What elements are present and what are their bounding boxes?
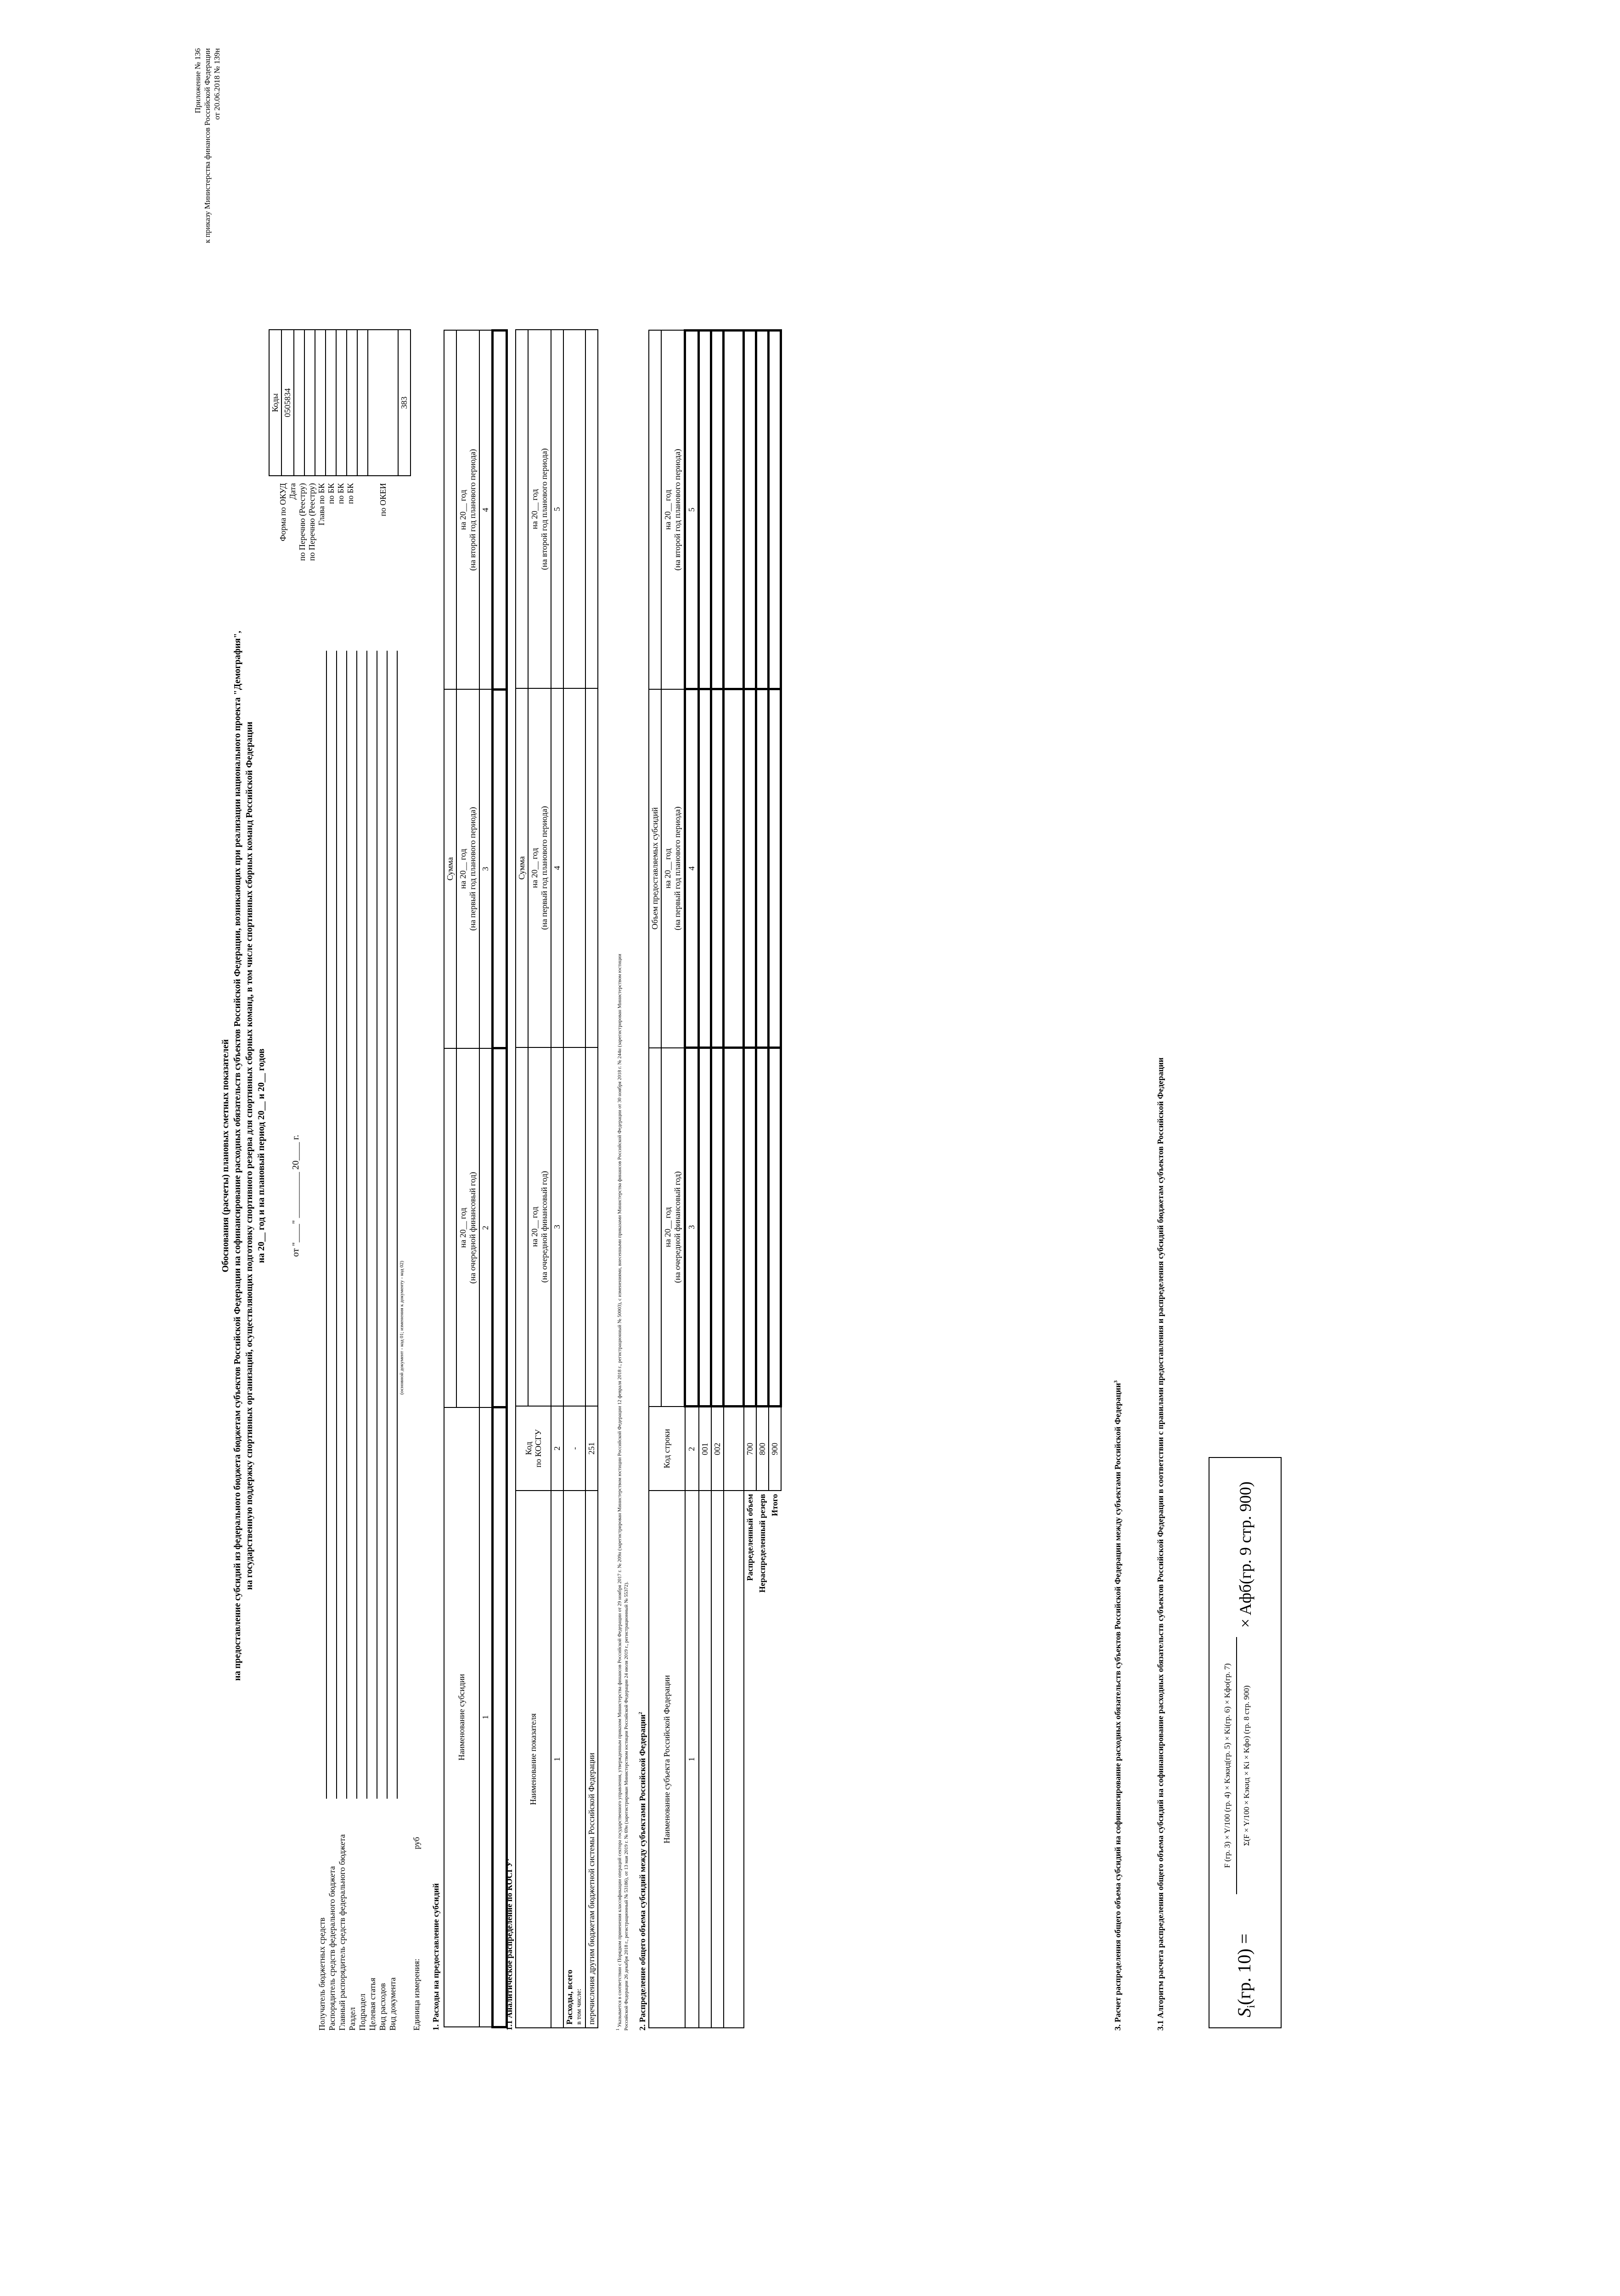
appendix-line-3: от 20.06.2018 № 139н xyxy=(213,48,221,120)
s2-col-name: Наименование субъекта Российской Федерации xyxy=(649,1491,685,2028)
field-rasporyaditel: Распорядитель средств федерального бюджета xyxy=(327,1866,337,2031)
field-razdel: Раздел xyxy=(348,2007,357,2031)
perech-value-2[interactable] xyxy=(315,330,326,476)
field-line-8[interactable] xyxy=(397,651,398,1799)
s1-data-y2[interactable] xyxy=(493,689,507,1048)
s1-sum-header: Сумма xyxy=(444,689,456,1048)
s2-row-dist-y1[interactable] xyxy=(744,1048,756,1407)
s2-num-3: 3 xyxy=(685,1048,699,1407)
s1-data-y3[interactable] xyxy=(493,331,507,690)
perech-label-1: по Перечню (Реестру) xyxy=(298,483,307,561)
field-line-2[interactable] xyxy=(336,651,337,1799)
s2-row-total-code: 900 xyxy=(769,1407,781,1491)
field-line-7[interactable] xyxy=(387,651,388,1799)
field-line-4[interactable] xyxy=(356,651,357,1799)
unit-label: Единица измерения: xyxy=(412,1958,421,2031)
formula-fraction xyxy=(1222,1637,1252,1894)
section11-table xyxy=(515,329,598,2028)
s2-row-undist-y2[interactable] xyxy=(756,689,769,1048)
s11-row-transfer-y2[interactable] xyxy=(585,688,598,1047)
s11-row-transfer-y1[interactable] xyxy=(585,1047,598,1406)
doc-hint: (основной документ - код 01; изменения к документу - код 02) xyxy=(399,1261,405,1395)
field-podrazdel: Подраздел xyxy=(358,1993,367,2031)
title-line-2: на предоставление субсидий из федерального бюджета бюджетам субъектов Российской Федерации на софинансирование расходных обязательств субъектов Российской Федерации, возникающих при реализации национального проекта "Демография", xyxy=(232,630,242,1681)
s2-row-undist-y1[interactable] xyxy=(756,1048,769,1407)
document-title xyxy=(219,191,267,2120)
s11-year1: на 20__ год (на очередной финансовый год) xyxy=(528,1047,551,1406)
s2-row-002-name[interactable] xyxy=(711,1491,724,2028)
s2-row-002-y2[interactable] xyxy=(711,689,724,1048)
s1-data-y1[interactable] xyxy=(493,1048,507,1407)
appendix-header xyxy=(193,48,222,243)
s2-num-1: 1 xyxy=(685,1491,699,2028)
s2-row-001-name[interactable] xyxy=(699,1491,711,2028)
s2-row-undist-label: Нераспределенный резерв xyxy=(756,1491,769,2028)
s11-row-transfer-label: перечисления другим бюджетам бюджетной системы Российской Федерации xyxy=(585,1491,598,2028)
s11-year2: на 20__ год (на первый год планового периода) xyxy=(528,688,551,1047)
appendix-line-2: к приказу Министерства финансов Российской Федерации xyxy=(203,48,212,243)
section11-title: 1.1 Аналитическое распределение по КОСГУ$^1$ xyxy=(505,1858,514,2031)
s2-num-5: 5 xyxy=(685,331,699,689)
s11-col-name: Наименование показателя xyxy=(516,1491,551,2028)
field-line-5[interactable] xyxy=(366,651,367,1799)
field-vid-raskhodov: Вид расходов xyxy=(378,1983,387,2031)
unit-value: руб xyxy=(412,1837,421,1849)
s2-row-dist-y3[interactable] xyxy=(744,331,756,689)
s11-num-5: 5 xyxy=(551,330,563,688)
s11-row-total-y3[interactable] xyxy=(563,330,585,688)
s2-row-002-y1[interactable] xyxy=(711,1048,724,1407)
s2-year1: на 20__ год (на очередной финансовый год) xyxy=(661,1048,685,1407)
blank-code-cell[interactable] xyxy=(368,330,398,476)
s11-col-kosgu: Код по КОСГУ xyxy=(516,1406,551,1491)
s1-num-3: 3 xyxy=(479,689,493,1048)
bk-value-2[interactable] xyxy=(347,330,357,476)
field-tselevaya-statya: Целевая статья xyxy=(368,1978,377,2031)
s2-row-blank-y3[interactable] xyxy=(724,331,744,689)
s2-row-undist-code: 800 xyxy=(756,1407,769,1491)
s2-row-blank-code[interactable] xyxy=(724,1407,744,1491)
s2-row-002-code: 002 xyxy=(711,1407,724,1491)
section1-table xyxy=(444,329,508,2028)
title-line-3: на государственную поддержку спортивных организаций, осуществляющих подготовку спортивного резерва для спортивных сборных команд, в том числе спортивных сборных команд Российской Федерации xyxy=(244,721,254,1590)
okei-label: по ОКЕИ xyxy=(378,483,388,517)
s2-row-dist-code: 700 xyxy=(744,1407,756,1491)
s2-row-001-y2[interactable] xyxy=(699,689,711,1048)
s2-row-002-y3[interactable] xyxy=(711,331,724,689)
s2-num-4: 4 xyxy=(685,689,699,1048)
codes-labels xyxy=(269,483,355,651)
s1-num-1: 1 xyxy=(479,1407,493,2027)
s2-row-blank-y1[interactable] xyxy=(724,1048,744,1407)
s11-row-total-y2[interactable] xyxy=(563,688,585,1047)
formula-numerator: F (гр. 3) × Y/100 (гр. 4) × Kэкид(гр. 5) × Ki(гр. 6) × Kфо(гр. 7) xyxy=(1222,1637,1237,1894)
s11-num-3: 3 xyxy=(551,1047,563,1406)
footnote-line-1: $^1$ Указывается в соответствии с Порядком применения классификации операций сектора государственного управления, утвержденным приказом Министерства финансов Российской Федерации от 29 ноября 2017 г. № 209н (зарегистрирован Министерством юстиции Российской Федерации 12 февраля 2018 г., регистрационный № 50003), с изменениями, внесенными приказами Министерства финансов Российской Федерации от 30 ноября 2018 г. № 244н (зарегистрирован Министерством юстиции xyxy=(615,954,623,2031)
s11-num-1: 1 xyxy=(551,1491,563,2028)
s11-row-total-y1[interactable] xyxy=(563,1047,585,1406)
s2-row-blank-name[interactable] xyxy=(724,1491,744,2028)
perech-label-2: по Перечню (Реестру) xyxy=(307,483,316,561)
s2-row-001-code: 001 xyxy=(699,1407,711,1491)
s2-row-total-y1[interactable] xyxy=(769,1048,781,1407)
s2-row-dist-y2[interactable] xyxy=(744,689,756,1048)
section3-title: 3. Расчет распределения общего объема субсидий на софинансирование расходных обязательств субъектов Российской Федерации между субъектами Российской Федерации$^3$ xyxy=(1113,1380,1122,2031)
s2-row-total-y2[interactable] xyxy=(769,689,781,1048)
s1-col-name: Наименование субсидии xyxy=(444,1407,479,2027)
s1-year3: на 20__ год (на второй год планового периода) xyxy=(456,331,479,690)
footnote xyxy=(614,332,630,2031)
s2-row-dist-label: Распределенный объем xyxy=(744,1491,756,2028)
title-line-1: Обоснования (расчеты) плановых сметных показателей xyxy=(220,1039,231,1272)
s2-row-undist-y3[interactable] xyxy=(756,331,769,689)
s1-num-2: 2 xyxy=(479,1048,493,1407)
field-vid-dokumenta: Вид документа xyxy=(388,1977,397,2031)
s2-row-total-label: Итого xyxy=(769,1491,781,2028)
okud-value: 0505834 xyxy=(281,330,294,476)
formula-rhs: × Aфб(гр. 9 стр. 900) xyxy=(1236,1481,1254,1628)
s2-row-001-y3[interactable] xyxy=(699,331,711,689)
s2-num-2: 2 xyxy=(685,1407,699,1491)
glava-value[interactable] xyxy=(326,330,336,476)
section2-table xyxy=(648,329,782,2028)
okei-value: 383 xyxy=(398,330,411,476)
section31-title: 3.1 Алгоритм расчета распределения общего объема субсидий на софинансирование расходных обязательств субъектов Российской Федерации в соответствии с правилами предоставления и распределения субсидий бюджетам субъектов Российской Федерации xyxy=(1156,1058,1165,2031)
date-label: Дата xyxy=(288,483,297,500)
section1-title: 1. Расходы на предоставление субсидий xyxy=(431,1883,440,2031)
s11-row-transfer-code: 251 xyxy=(585,1406,598,1491)
bk-label-3: по БК xyxy=(346,483,355,504)
s11-num-2: 2 xyxy=(551,1406,563,1491)
s2-year2: на 20__ год (на первый год планового периода) xyxy=(661,689,685,1048)
field-line-3[interactable] xyxy=(346,651,347,1799)
formula-lhs: $S_i(гр$. 10) = xyxy=(1234,1933,1257,2017)
s2-year3: на 20__ год (на второй год планового периода) xyxy=(661,331,685,689)
s11-year3: на 20__ год (на второй год планового периода) xyxy=(528,330,551,688)
glava-label: Глава по БК xyxy=(317,483,326,526)
bk-value-1[interactable] xyxy=(336,330,347,476)
date-line: от "____" __________ 20____ г. xyxy=(291,1135,301,1257)
s11-row-total-code: - xyxy=(563,1406,585,1491)
field-glavny-rasporyaditel: Главный распорядитель средств федерального бюджета xyxy=(338,1834,347,2031)
codes-table xyxy=(269,329,411,476)
bk-label-2: по БК xyxy=(336,483,345,504)
s11-num-4: 4 xyxy=(551,688,563,1047)
appendix-line-1: Приложение № 136 xyxy=(193,48,202,113)
section2-title: 2. Распределение общего объема субсидий между субъектами Российской Федерации$^2$ xyxy=(638,1711,647,2031)
s11-sum-header: Сумма xyxy=(516,688,528,1047)
title-line-4: на 20__ год и на плановый период 20__ и 20__ годов xyxy=(256,1048,266,1263)
bk-value-3[interactable] xyxy=(357,330,368,476)
date-value[interactable] xyxy=(294,330,304,476)
formula-denominator: Σ(F × Y/100 × Kэкид × Ki × Kфо) (гр. 8 стр. 900) xyxy=(1242,1685,1251,1846)
formula-box xyxy=(1209,1457,1282,2028)
s2-row-blank-y2[interactable] xyxy=(724,689,744,1048)
s1-num-4: 4 xyxy=(479,331,493,690)
s2-col-code: Код строки xyxy=(649,1407,685,1491)
fields-block xyxy=(317,1835,398,2031)
field-poluchatel: Получатель бюджетных средств xyxy=(317,1917,326,2031)
s2-row-total-y3[interactable] xyxy=(769,331,781,689)
s1-year1: на 20__ год (на очередной финансовый год) xyxy=(456,1048,479,1407)
s2-row-001-y1[interactable] xyxy=(699,1048,711,1407)
s2-vol-header: Объем предоставляемых субсидий xyxy=(649,689,661,1048)
bk-label-1: по БК xyxy=(326,483,336,504)
okud-label: Форма по ОКУД xyxy=(278,483,287,541)
s1-year2: на 20__ год (на первый год планового периода) xyxy=(456,689,479,1048)
codes-header: Коды xyxy=(269,330,281,476)
field-line-1[interactable] xyxy=(326,651,327,1799)
s11-row-transfer-y3[interactable] xyxy=(585,330,598,688)
footnote-line-2: Российской Федерации 26 декабря 2018 г., регистрационный № 53186), от 13 мая 2019 г. № 69н (зарегистрирован Министерством юстиции Российской Федерации 24 июля 2019 г., регистрационный № 55372). xyxy=(623,1581,629,2031)
perech-value-1[interactable] xyxy=(304,330,315,476)
s11-row-total-label: Расходы, всего в том числе: xyxy=(563,1491,585,2028)
